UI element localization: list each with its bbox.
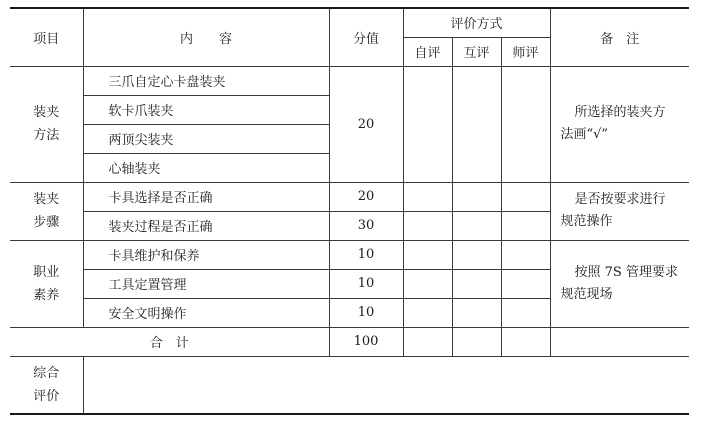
item-line: 素养 bbox=[33, 287, 60, 303]
section-item-professionalism bbox=[10, 240, 83, 327]
score-cell: 20 bbox=[329, 66, 403, 182]
header-item: 项目 bbox=[10, 8, 83, 66]
mutual-eval-cell[interactable] bbox=[452, 182, 501, 211]
mutual-eval-cell[interactable] bbox=[452, 327, 501, 356]
note-line: 法画“√” bbox=[560, 127, 609, 142]
header-self-eval: 自评 bbox=[403, 37, 452, 66]
mutual-eval-cell[interactable] bbox=[452, 66, 501, 182]
teacher-eval-cell[interactable] bbox=[501, 211, 550, 240]
summary-content-cell[interactable] bbox=[83, 356, 689, 414]
section-item-clamping-steps bbox=[10, 182, 83, 240]
teacher-eval-cell[interactable] bbox=[501, 240, 550, 269]
section-item-clamping-method bbox=[10, 66, 83, 182]
teacher-eval-cell[interactable] bbox=[501, 66, 550, 182]
summary-line: 评价 bbox=[33, 388, 60, 404]
item-line: 方法 bbox=[33, 128, 60, 143]
note-line: 规范操作 bbox=[560, 214, 613, 229]
note-cell bbox=[550, 327, 689, 356]
summary-label bbox=[10, 356, 83, 414]
mutual-eval-cell[interactable] bbox=[452, 211, 501, 240]
content-cell: 两顶尖装夹 bbox=[83, 124, 329, 153]
score-cell: 10 bbox=[329, 298, 403, 327]
note-cell bbox=[550, 240, 689, 327]
self-eval-cell[interactable] bbox=[403, 66, 452, 182]
item-line: 职业 bbox=[33, 264, 60, 280]
note-cell bbox=[550, 182, 689, 240]
total-label: 合 计 bbox=[10, 327, 329, 356]
teacher-eval-cell[interactable] bbox=[501, 182, 550, 211]
score-cell: 10 bbox=[329, 240, 403, 269]
note-line: 所选择的装夹方 bbox=[574, 105, 666, 120]
teacher-eval-cell[interactable] bbox=[501, 298, 550, 327]
content-cell: 软卡爪装夹 bbox=[83, 95, 329, 124]
note-cell bbox=[550, 66, 689, 182]
summary-line: 综合 bbox=[33, 365, 60, 381]
header-score: 分值 bbox=[329, 8, 403, 66]
self-eval-cell[interactable] bbox=[403, 327, 452, 356]
self-eval-cell[interactable] bbox=[403, 182, 452, 211]
score-cell: 20 bbox=[329, 182, 403, 211]
item-line: 步骤 bbox=[33, 215, 60, 230]
teacher-eval-cell[interactable] bbox=[501, 327, 550, 356]
content-cell: 心轴装夹 bbox=[83, 153, 329, 182]
content-cell: 装夹过程是否正确 bbox=[83, 211, 329, 240]
header-teacher-eval: 师评 bbox=[501, 37, 550, 66]
note-line: 规范现场 bbox=[560, 286, 613, 302]
self-eval-cell[interactable] bbox=[403, 240, 452, 269]
note-line: 是否按要求进行 bbox=[574, 192, 666, 207]
content-cell: 三爪自定心卡盘装夹 bbox=[83, 66, 329, 95]
mutual-eval-cell[interactable] bbox=[452, 240, 501, 269]
header-eval-method: 评价方式 bbox=[403, 8, 550, 37]
self-eval-cell[interactable] bbox=[403, 298, 452, 327]
content-cell: 卡具选择是否正确 bbox=[83, 182, 329, 211]
mutual-eval-cell[interactable] bbox=[452, 269, 501, 298]
evaluation-table bbox=[10, 7, 689, 415]
note-line: 按照 7S 管理要求 bbox=[574, 264, 678, 280]
teacher-eval-cell[interactable] bbox=[501, 269, 550, 298]
item-line: 装夹 bbox=[33, 105, 60, 120]
content-cell: 卡具维护和保养 bbox=[83, 240, 329, 269]
self-eval-cell[interactable] bbox=[403, 211, 452, 240]
mutual-eval-cell[interactable] bbox=[452, 298, 501, 327]
self-eval-cell[interactable] bbox=[403, 269, 452, 298]
item-line: 装夹 bbox=[33, 192, 60, 207]
header-mutual-eval: 互评 bbox=[452, 37, 501, 66]
score-cell: 30 bbox=[329, 211, 403, 240]
content-cell: 工具定置管理 bbox=[83, 269, 329, 298]
header-content: 内 容 bbox=[83, 8, 329, 66]
header-note: 备 注 bbox=[550, 8, 689, 66]
score-cell: 10 bbox=[329, 269, 403, 298]
total-score: 100 bbox=[329, 327, 403, 356]
content-cell: 安全文明操作 bbox=[83, 298, 329, 327]
